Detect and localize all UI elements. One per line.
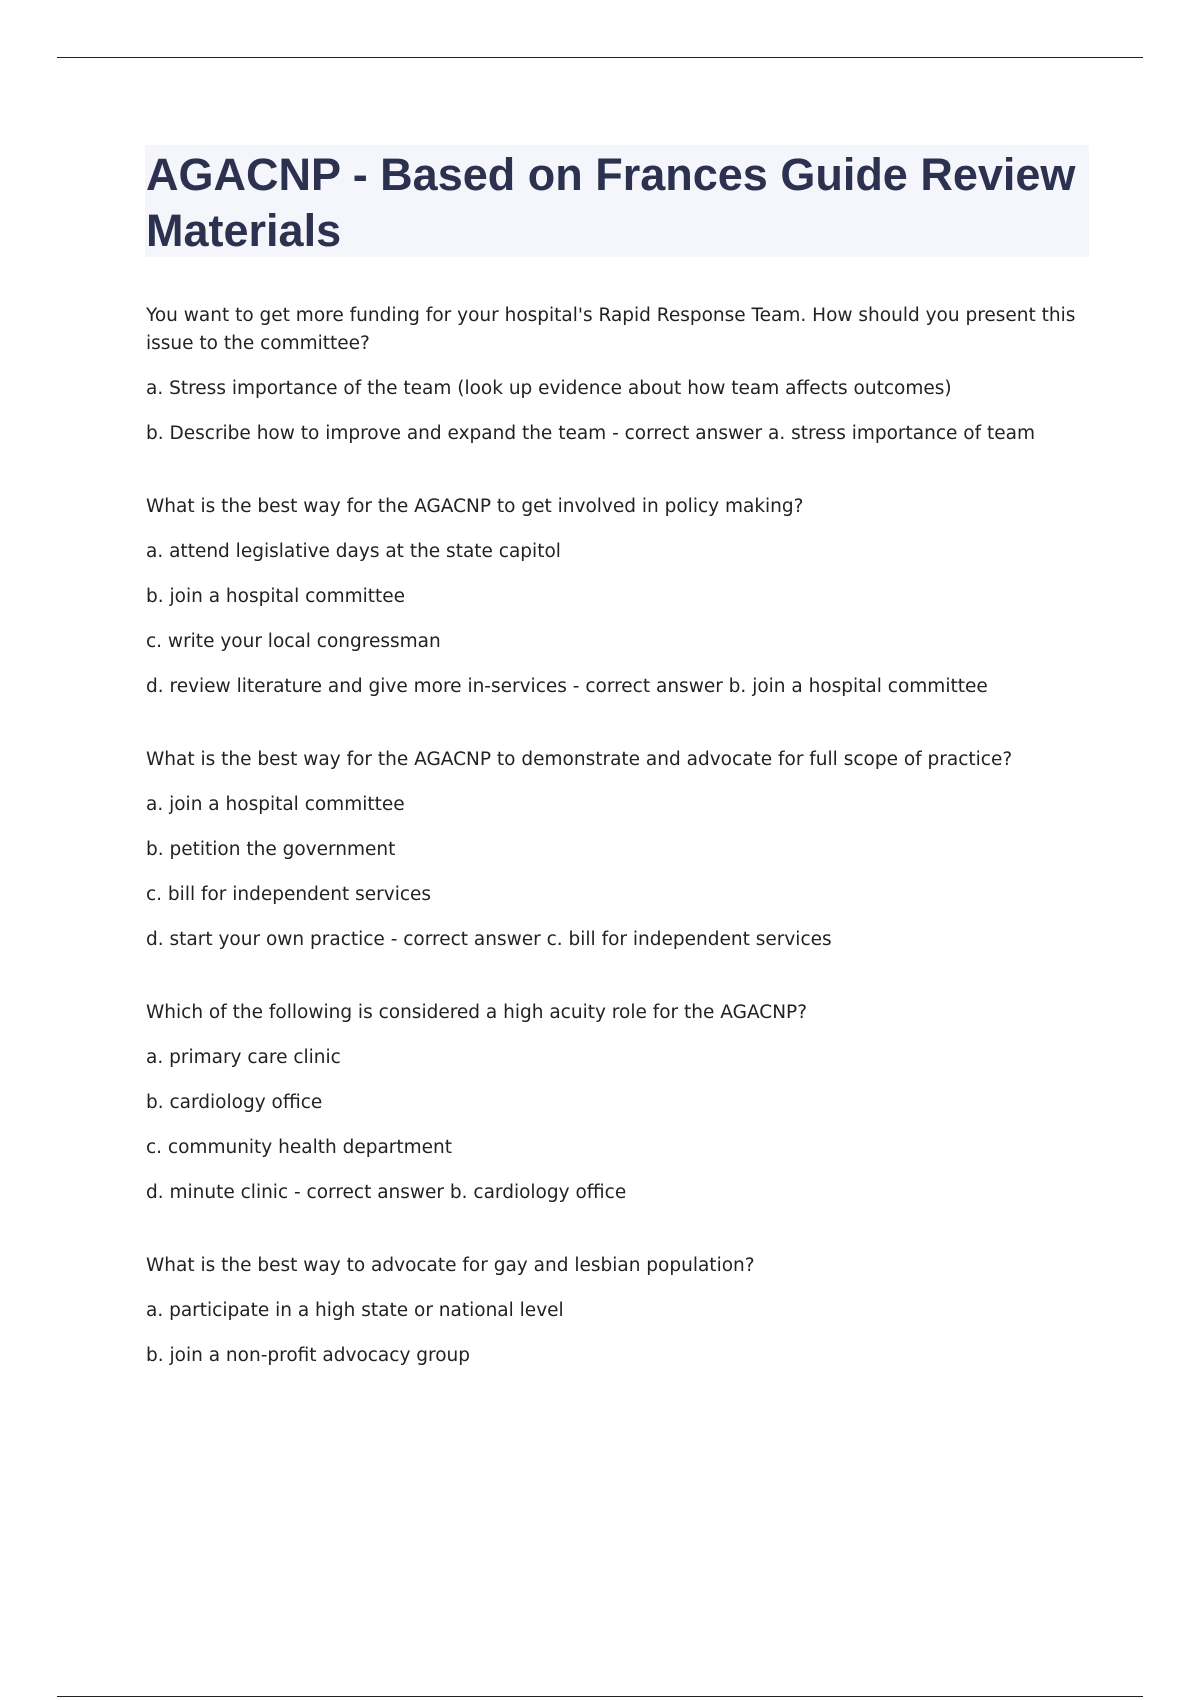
footer-rule xyxy=(57,1696,1143,1697)
question-block xyxy=(146,999,1076,1207)
header-rule xyxy=(57,57,1143,58)
question-text: What is the best way to advocate for gay and lesbian population? xyxy=(146,1255,755,1276)
answer-option: c. community health department xyxy=(146,1137,453,1158)
answer-option: a. primary care clinic xyxy=(146,1047,341,1068)
question-text: You want to get more funding for your hospital's Rapid Response Team. How should you present this issue to the committee? xyxy=(146,305,1076,354)
document-title: AGACNP - Based on Frances Guide Review Materials xyxy=(146,149,1076,256)
question-text: What is the best way for the AGACNP to get involved in policy making? xyxy=(146,496,804,517)
answer-option: d. review literature and give more in-services - correct answer b. join a hospital committee xyxy=(146,676,988,697)
answer-option: a. attend legislative days at the state capitol xyxy=(146,541,561,562)
question-text: What is the best way for the AGACNP to demonstrate and advocate for full scope of practice? xyxy=(146,749,1013,770)
answer-option: d. start your own practice - correct answer c. bill for independent services xyxy=(146,929,832,950)
question-block xyxy=(146,302,1076,448)
answer-option: c. bill for independent services xyxy=(146,884,432,905)
answer-option: a. join a hospital committee xyxy=(146,794,405,815)
question-list xyxy=(146,302,1076,1370)
answer-option: b. join a hospital committee xyxy=(146,586,406,607)
answer-option: b. petition the government xyxy=(146,839,396,860)
answer-option: a. Stress importance of the team (look up evidence about how team affects outcomes) xyxy=(146,378,952,399)
question-block xyxy=(146,493,1076,701)
answer-option: c. write your local congressman xyxy=(146,631,441,652)
question-block xyxy=(146,1252,1076,1370)
question-text: Which of the following is considered a high acuity role for the AGACNP? xyxy=(146,1002,808,1023)
answer-option: b. Describe how to improve and expand the team - correct answer a. stress importance of team xyxy=(146,423,1035,444)
question-block xyxy=(146,746,1076,954)
answer-option: d. minute clinic - correct answer b. cardiology office xyxy=(146,1182,627,1203)
answer-option: b. cardiology office xyxy=(146,1092,323,1113)
answer-option: a. participate in a high state or national level xyxy=(146,1300,564,1321)
answer-option: b. join a non-profit advocacy group xyxy=(146,1345,471,1366)
